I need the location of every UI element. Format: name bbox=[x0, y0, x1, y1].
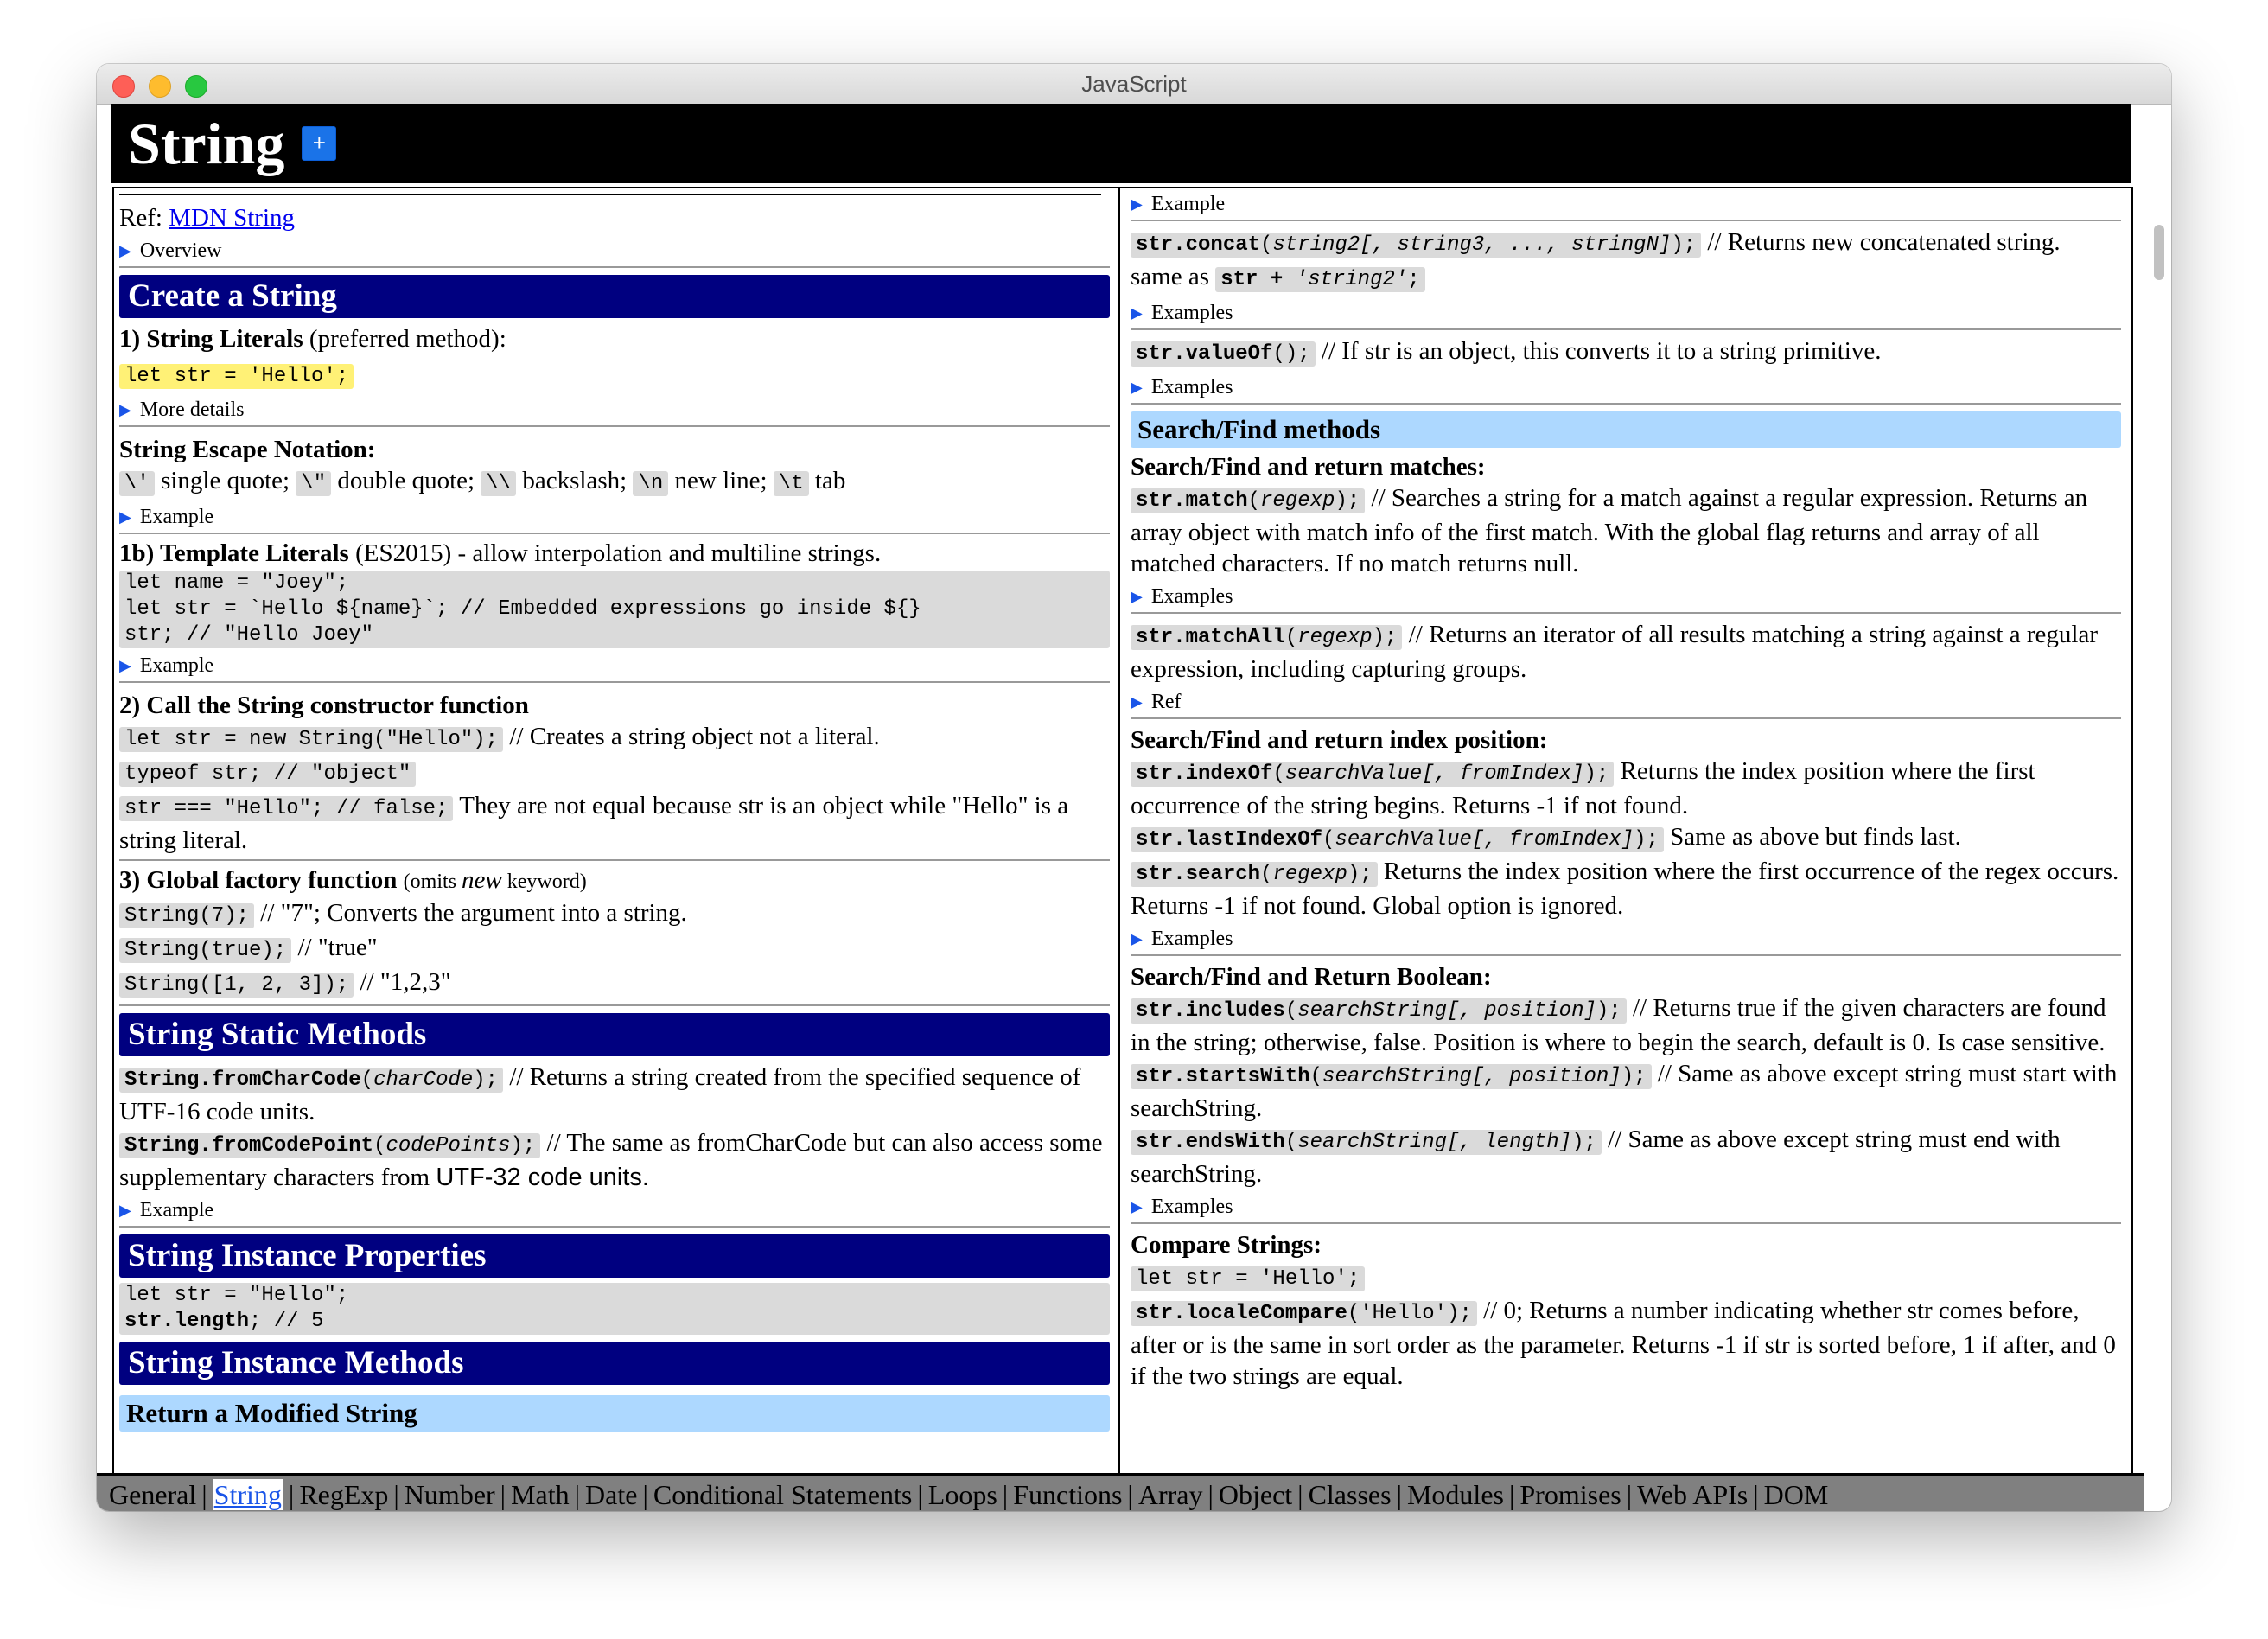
code-snippet: str.startsWith(searchString[, position]); bbox=[1131, 1064, 1652, 1089]
nav-separator: | bbox=[1127, 1479, 1133, 1510]
ref-line bbox=[119, 202, 1110, 233]
static-text-sans: UTF-32 code units. bbox=[436, 1164, 649, 1191]
code-snippet: str.match(regexp); bbox=[1131, 488, 1365, 513]
nav-link-general[interactable]: General bbox=[109, 1479, 197, 1510]
code-snippet: String([1, 2, 3]); bbox=[119, 973, 354, 998]
toggle-label: Examples bbox=[1150, 928, 1233, 950]
method-text: // If str is an object, this converts it to a string primitive. bbox=[1321, 337, 1882, 365]
zoom-window-button[interactable] bbox=[185, 75, 207, 98]
method-text: // Returns new concatenated string. bbox=[1707, 228, 2061, 256]
toggle-label: Examples bbox=[1150, 585, 1233, 608]
code-block bbox=[119, 1283, 1110, 1335]
nav-link-web-apis[interactable]: Web APIs bbox=[1637, 1479, 1749, 1510]
ref-toggle[interactable] bbox=[1131, 690, 2121, 719]
literals-line bbox=[119, 323, 1110, 354]
close-window-button[interactable] bbox=[112, 75, 135, 98]
code-block: let name = "Joey"; let str = `Hello ${name}`; // Embedded expressions go inside ${} str; // "Hello Joey" bbox=[119, 571, 1110, 648]
method-arg: regexp bbox=[1272, 863, 1347, 886]
method-text: // Returns an iterator of all results matching a string against a regular expression, including capturing groups. bbox=[1131, 621, 2098, 683]
index-title bbox=[1131, 724, 2121, 756]
right-column[interactable] bbox=[1120, 188, 2128, 1475]
method-name: str.startsWith bbox=[1136, 1065, 1310, 1088]
toggle-label: Examples bbox=[1150, 302, 1233, 324]
code-snippet: String(true); bbox=[119, 938, 291, 963]
ctor-title bbox=[119, 690, 1110, 721]
template-title: 1b) Template Literals bbox=[119, 539, 349, 567]
toggle-label: More details bbox=[139, 399, 245, 421]
code-snippet: typeof str; // "object" bbox=[119, 762, 416, 787]
factory-note-a: (omits bbox=[403, 871, 456, 893]
triangle-right-icon: ▶ bbox=[119, 1202, 131, 1219]
page-header bbox=[111, 104, 2131, 183]
method-name: str.concat bbox=[1136, 233, 1261, 257]
example-toggle[interactable] bbox=[119, 505, 1110, 534]
examples-toggle[interactable] bbox=[1131, 375, 2121, 405]
triangle-right-icon: ▶ bbox=[1131, 1198, 1143, 1215]
toggle-label: Examples bbox=[1150, 1196, 1233, 1218]
factory-title-line bbox=[119, 864, 1110, 897]
same-as-label: same as bbox=[1131, 263, 1209, 290]
mdn-string-link[interactable]: MDN String bbox=[169, 204, 296, 232]
app-window bbox=[97, 64, 2171, 1511]
boolean-title bbox=[1131, 961, 2121, 992]
divider bbox=[119, 194, 1101, 195]
method-text: Returns the index position where the first occurrence of the string begins. Returns -1 if not found. bbox=[1131, 757, 2035, 820]
window-controls bbox=[112, 75, 207, 98]
method-arg: string2[, string3, ..., stringN] bbox=[1272, 233, 1672, 257]
expand-all-button[interactable]: + bbox=[302, 126, 336, 161]
minimize-window-button[interactable] bbox=[149, 75, 171, 98]
nav-separator: | bbox=[201, 1479, 207, 1510]
method-arg: searchString[, length] bbox=[1297, 1131, 1572, 1154]
template-line bbox=[119, 538, 1110, 569]
method-arg: searchValue[, fromIndex] bbox=[1284, 762, 1584, 786]
escape-text: new line; bbox=[674, 467, 768, 494]
method-name: str.search bbox=[1136, 863, 1261, 886]
method-text: Same as above but finds last. bbox=[1670, 823, 1961, 851]
method-name: str.includes bbox=[1136, 999, 1285, 1023]
overview-toggle[interactable] bbox=[119, 239, 1110, 268]
factory-text: // "1,2,3" bbox=[360, 968, 451, 996]
section-heading-create: Create a String bbox=[119, 275, 1110, 318]
code-tail: ; bbox=[1407, 268, 1420, 291]
nav-separator: | bbox=[1508, 1479, 1515, 1510]
method-text: // Same as above except string must start with searchString. bbox=[1131, 1060, 2118, 1122]
factory-text: // "true" bbox=[297, 934, 378, 961]
code-snippet: str.lastIndexOf(searchValue[, fromIndex]); bbox=[1131, 827, 1664, 852]
method-name: String.fromCodePoint bbox=[124, 1134, 374, 1158]
code-snippet: str.indexOf(searchValue[, fromIndex]); bbox=[1131, 762, 1614, 787]
factory-line-2 bbox=[119, 932, 1110, 966]
example-toggle[interactable] bbox=[1131, 192, 2121, 221]
match-line bbox=[1131, 482, 2121, 579]
toggle-label: Ref bbox=[1150, 691, 1182, 713]
code-snippet: \n bbox=[633, 471, 668, 496]
nav-link-modules[interactable]: Modules bbox=[1406, 1479, 1504, 1510]
code-snippet: \t bbox=[774, 471, 809, 496]
compare-line-1 bbox=[1131, 1260, 2121, 1295]
nav-link-classes[interactable]: Classes bbox=[1308, 1479, 1392, 1510]
nav-link-loops[interactable]: Loops bbox=[927, 1479, 997, 1510]
static-line-2 bbox=[119, 1127, 1110, 1193]
examples-toggle[interactable] bbox=[1131, 1195, 2121, 1224]
triangle-right-icon: ▶ bbox=[119, 242, 131, 259]
index-title-text: Search/Find and return index position: bbox=[1131, 726, 1548, 754]
static-text: // Returns a string created from the specified sequence of UTF-16 code units. bbox=[119, 1063, 1081, 1126]
nav-link-string[interactable]: String bbox=[213, 1479, 282, 1510]
main-content bbox=[112, 187, 2133, 1476]
static-text: // The same as fromCharCode but can also access some supplementary characters from bbox=[119, 1129, 1103, 1191]
nav-link-promises[interactable]: Promises bbox=[1519, 1479, 1621, 1510]
code-snippet: \' bbox=[119, 471, 155, 496]
section-heading-properties: String Instance Properties bbox=[119, 1234, 1110, 1278]
boolean-title-text: Search/Find and Return Boolean: bbox=[1131, 963, 1492, 991]
method-name: str.localeCompare bbox=[1136, 1302, 1347, 1325]
triangle-right-icon: ▶ bbox=[119, 657, 131, 674]
code-snippet bbox=[1215, 267, 1424, 292]
triangle-right-icon: ▶ bbox=[1131, 930, 1143, 947]
toggle-label: Example bbox=[1150, 193, 1226, 215]
nav-link-dom[interactable]: DOM bbox=[1763, 1479, 1829, 1510]
method-arg: 'Hello' bbox=[1360, 1302, 1448, 1325]
matchall-line bbox=[1131, 619, 2121, 685]
ctor-line-2 bbox=[119, 756, 1110, 790]
example-toggle[interactable] bbox=[119, 654, 1110, 683]
factory-note-b: keyword) bbox=[506, 871, 587, 893]
more-details-toggle[interactable] bbox=[119, 398, 1110, 427]
toggle-label: Example bbox=[139, 654, 214, 677]
escape-title-text: String Escape Notation: bbox=[119, 436, 376, 463]
escape-text: backslash; bbox=[522, 467, 628, 494]
subheading-search: Search/Find methods bbox=[1131, 411, 2121, 448]
endswith-line bbox=[1131, 1124, 2121, 1189]
method-text: Returns the index position where the first occurrence of the regex occurs. Returns -1 if not found. Global option is ignored. bbox=[1131, 858, 2119, 920]
nav-link-number[interactable]: Number bbox=[404, 1479, 495, 1510]
toggle-label: Example bbox=[139, 1199, 214, 1221]
code-snippet: str.concat(string2[, string3, ..., stringN]); bbox=[1131, 233, 1701, 258]
code-line: let str = "Hello"; bbox=[124, 1284, 349, 1307]
nav-separator: | bbox=[1297, 1479, 1303, 1510]
ctor-line-1 bbox=[119, 721, 1110, 756]
nav-link-conditional-statements[interactable]: Conditional Statements bbox=[653, 1479, 913, 1510]
nav-link-date[interactable]: Date bbox=[585, 1479, 638, 1510]
triangle-right-icon: ▶ bbox=[1131, 379, 1143, 396]
divider bbox=[119, 859, 1110, 861]
method-name: str.valueOf bbox=[1136, 342, 1273, 366]
ref-label: Ref: bbox=[119, 204, 162, 232]
toggle-label: Examples bbox=[1150, 376, 1233, 399]
section-heading-static: String Static Methods bbox=[119, 1013, 1110, 1056]
method-name: str.match bbox=[1136, 489, 1248, 513]
code-snippet: String(7); bbox=[119, 903, 254, 928]
static-line-1 bbox=[119, 1062, 1110, 1127]
examples-toggle[interactable] bbox=[1131, 584, 2121, 614]
section-heading-methods: String Instance Methods bbox=[119, 1342, 1110, 1385]
template-note: (ES2015) - allow interpolation and multiline strings. bbox=[355, 539, 882, 567]
method-arg: regexp bbox=[1297, 626, 1373, 649]
escape-text: double quote; bbox=[337, 467, 475, 494]
includes-line bbox=[1131, 992, 2121, 1058]
nav-link-math[interactable]: Math bbox=[511, 1479, 570, 1510]
method-arg: regexp bbox=[1260, 489, 1335, 513]
method-text: // Returns true if the given characters are found in the string; otherwise, false. Position is where to begin the search, default is 0. Is case sensitive. bbox=[1131, 994, 2106, 1056]
method-name: str.matchAll bbox=[1136, 626, 1285, 649]
nav-separator: | bbox=[1753, 1479, 1759, 1510]
nav-separator: | bbox=[1002, 1479, 1009, 1510]
factory-note bbox=[403, 866, 587, 894]
nav-separator: | bbox=[500, 1479, 506, 1510]
same-as-line bbox=[1131, 261, 2121, 296]
matches-title-text: Search/Find and return matches: bbox=[1131, 453, 1486, 481]
code-snippet: str.includes(searchString[, position]); bbox=[1131, 998, 1627, 1024]
code-snippet: str.endsWith(searchString[, length]); bbox=[1131, 1130, 1602, 1155]
bottom-nav-bar bbox=[97, 1473, 2144, 1511]
method-name: str.indexOf bbox=[1136, 762, 1273, 786]
method-text: // Same as above except string must end with searchString. bbox=[1131, 1126, 2061, 1188]
example-toggle[interactable] bbox=[119, 1198, 1110, 1228]
triangle-right-icon: ▶ bbox=[1131, 195, 1143, 213]
nav-separator: | bbox=[1396, 1479, 1402, 1510]
nav-link-functions[interactable]: Functions bbox=[1013, 1479, 1123, 1510]
code-italic: 'string2' bbox=[1295, 268, 1408, 291]
localecompare-line bbox=[1131, 1295, 2121, 1392]
method-name: String.fromCharCode bbox=[124, 1068, 361, 1092]
escape-text: tab bbox=[814, 467, 846, 494]
nav-separator: | bbox=[1626, 1479, 1633, 1510]
method-arg: searchString[, position] bbox=[1322, 1065, 1621, 1088]
nav-separator: | bbox=[288, 1479, 295, 1510]
triangle-right-icon: ▶ bbox=[119, 401, 131, 418]
window-title: JavaScript bbox=[1081, 70, 1187, 97]
scrollbar-thumb[interactable] bbox=[2154, 225, 2164, 280]
triangle-right-icon: ▶ bbox=[119, 508, 131, 526]
ctor-line-3 bbox=[119, 790, 1110, 856]
code-snippet: let str = 'Hello'; bbox=[1131, 1266, 1365, 1291]
code-snippet: str.matchAll(regexp); bbox=[1131, 625, 1402, 650]
code-bold: str.length bbox=[124, 1310, 250, 1333]
code-snippet: str === "Hello"; // false; bbox=[119, 796, 453, 821]
triangle-right-icon: ▶ bbox=[1131, 304, 1143, 322]
code-snippet: str.localeCompare('Hello'); bbox=[1131, 1301, 1477, 1326]
nav-link-regexp[interactable]: RegExp bbox=[299, 1479, 389, 1510]
factory-note-new: new bbox=[462, 866, 502, 894]
indexof-line bbox=[1131, 756, 2121, 821]
escape-text: single quote; bbox=[161, 467, 290, 494]
code-snippet: let str = new String("Hello"); bbox=[119, 727, 503, 752]
nav-separator: | bbox=[1207, 1479, 1214, 1510]
code-snippet: \" bbox=[296, 471, 331, 496]
code-snippet: str.search(regexp); bbox=[1131, 862, 1378, 887]
title-bar bbox=[97, 64, 2171, 105]
escape-title bbox=[119, 434, 1110, 465]
triangle-right-icon: ▶ bbox=[1131, 588, 1143, 605]
method-arg: charCode bbox=[373, 1068, 474, 1092]
nav-separator: | bbox=[917, 1479, 923, 1510]
triangle-right-icon: ▶ bbox=[1131, 693, 1143, 711]
examples-toggle[interactable] bbox=[1131, 301, 2121, 330]
concat-line bbox=[1131, 226, 2121, 261]
method-text: // 0; Returns a number indicating whether str comes before, after or is the same in sort order as the parameter. Returns -1 if str is sorted before, 1 if after, and 0 if the two strings are equal. bbox=[1131, 1297, 2116, 1390]
method-name: str.lastIndexOf bbox=[1136, 828, 1323, 851]
compare-title-text: Compare Strings: bbox=[1131, 1231, 1322, 1259]
compare-title bbox=[1131, 1229, 2121, 1260]
nav-separator: | bbox=[642, 1479, 648, 1510]
left-column[interactable] bbox=[114, 188, 1120, 1475]
nav-separator: | bbox=[393, 1479, 399, 1510]
code-snippet: str.valueOf(); bbox=[1131, 341, 1316, 367]
search-line bbox=[1131, 856, 2121, 922]
literals-title: 1) String Literals bbox=[119, 325, 303, 353]
valueof-line bbox=[1131, 335, 2121, 370]
startswith-line bbox=[1131, 1058, 2121, 1124]
factory-title: 3) Global factory function bbox=[119, 866, 398, 894]
code-snippet: \\ bbox=[481, 471, 516, 496]
toggle-label: Overview bbox=[139, 239, 222, 262]
factory-text: // "7"; Converts the argument into a string. bbox=[260, 899, 687, 927]
page-title: String bbox=[128, 110, 285, 176]
ctor-text: They are not equal because str is an object while "Hello" is a string literal. bbox=[119, 792, 1069, 854]
escape-line bbox=[119, 465, 1110, 500]
factory-line-1 bbox=[119, 897, 1110, 932]
code-snippet: let str = 'Hello'; bbox=[119, 364, 354, 389]
method-arg: codePoints bbox=[385, 1134, 511, 1158]
method-arg: searchValue[, fromIndex] bbox=[1335, 828, 1634, 851]
factory-line-3 bbox=[119, 966, 1110, 1001]
matches-title bbox=[1131, 451, 2121, 482]
code-line: ; // 5 bbox=[249, 1310, 324, 1333]
toggle-label: Example bbox=[139, 506, 214, 528]
nav-link-array[interactable]: Array bbox=[1137, 1479, 1203, 1510]
ctor-text: // Creates a string object not a literal. bbox=[509, 723, 880, 750]
nav-link-object[interactable]: Object bbox=[1218, 1479, 1293, 1510]
ctor-title-text: 2) Call the String constructor function bbox=[119, 692, 529, 719]
code-snippet: String.fromCharCode(charCode); bbox=[119, 1068, 503, 1093]
literals-code-line bbox=[119, 358, 1110, 392]
method-text: // Searches a string for a match against a regular expression. Returns an array object with match info of the first match. With the global flag returns and array of all matched characters. If no match returns null. bbox=[1131, 484, 2088, 577]
literals-note: (preferred method): bbox=[309, 325, 506, 353]
divider bbox=[119, 1004, 1110, 1006]
method-name: str.endsWith bbox=[1136, 1131, 1285, 1154]
code-bold: str + bbox=[1220, 268, 1296, 291]
nav-separator: | bbox=[574, 1479, 581, 1510]
subheading-modified: Return a Modified String bbox=[119, 1395, 1110, 1432]
lastindexof-line bbox=[1131, 821, 2121, 856]
examples-toggle[interactable] bbox=[1131, 927, 2121, 956]
method-arg: searchString[, position] bbox=[1297, 999, 1596, 1023]
code-snippet: String.fromCodePoint(codePoints); bbox=[119, 1133, 540, 1158]
